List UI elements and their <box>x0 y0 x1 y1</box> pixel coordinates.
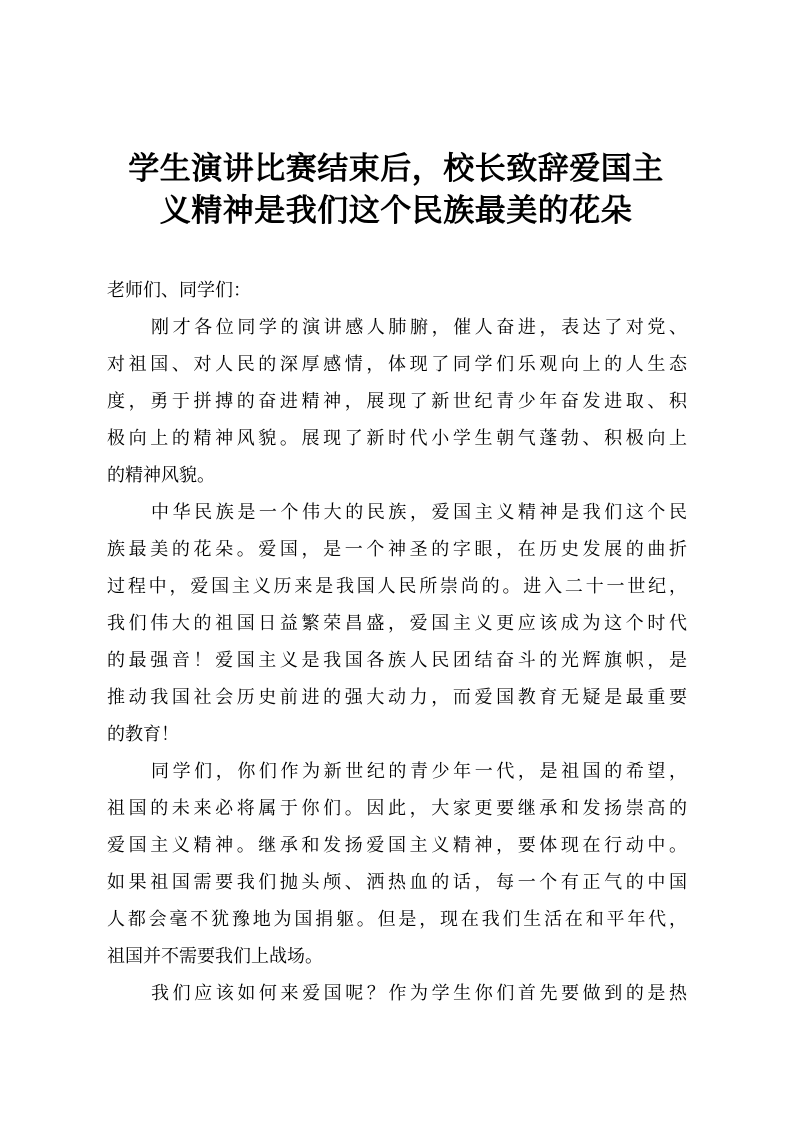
paragraph-3-line: 爱国主义精神。继承和发扬爱国主义精神，要体现在行动中。 <box>107 835 687 856</box>
paragraph-3-line: 如果祖国需要我们抛头颅、洒热血的话，每一个有正气的中国 <box>107 872 687 893</box>
paragraph-4-line: 我们应该如何来爱国呢？作为学生你们首先要做到的是热 <box>151 983 687 1004</box>
paragraph-1-line: 的精神风貌。 <box>107 465 215 486</box>
salutation-line: 老师们、同学们： <box>107 280 251 301</box>
paragraph-1-line: 度，勇于拼搏的奋进精神，展现了新世纪青少年奋发进取、积 <box>107 391 687 412</box>
title-line-2: 义精神是我们这个民族最美的花朵 <box>159 193 633 229</box>
paragraph-1-line: 刚才各位同学的演讲感人肺腑，催人奋进，表达了对党、 <box>151 317 687 338</box>
paragraph-3-line: 祖国并不需要我们上战场。 <box>107 946 323 967</box>
document-body <box>107 272 687 1012</box>
paragraph-3-line: 同学们，你们作为新世纪的青少年一代，是祖国的希望， <box>151 761 687 782</box>
paragraph-2-line: 我们伟大的祖国日益繁荣昌盛，爱国主义更应该成为这个时代 <box>107 613 687 634</box>
paragraph-3-line: 祖国的未来必将属于你们。因此，大家更要继承和发扬崇高的 <box>107 798 687 819</box>
paragraph-1-line: 对祖国、对人民的深厚感情，体现了同学们乐观向上的人生态 <box>107 354 687 375</box>
paragraph-1-line: 极向上的精神风貌。展现了新时代小学生朝气蓬勃、积极向上 <box>107 428 687 449</box>
paragraph-2-line: 推动我国社会历史前进的强大动力，而爱国教育无疑是最重要 <box>107 687 687 708</box>
paragraph-2-line: 族最美的花朵。爱国，是一个神圣的字眼，在历史发展的曲折 <box>107 539 687 560</box>
paragraph-2-line: 过程中，爱国主义历来是我国人民所崇尚的。进入二十一世纪， <box>107 576 687 597</box>
paragraph-3-line: 人都会毫不犹豫地为国捐躯。但是，现在我们生活在和平年代， <box>107 909 687 930</box>
title-line-1: 学生演讲比赛结束后，校长致辞爱国主 <box>128 151 664 187</box>
paragraph-2-line: 中华民族是一个伟大的民族，爱国主义精神是我们这个民 <box>151 502 687 523</box>
document-title <box>96 148 696 232</box>
paragraph-2-line: 的最强音！爱国主义是我国各族人民团结奋斗的光辉旗帜，是 <box>107 650 687 671</box>
paragraph-2-line: 的教育！ <box>107 724 179 745</box>
